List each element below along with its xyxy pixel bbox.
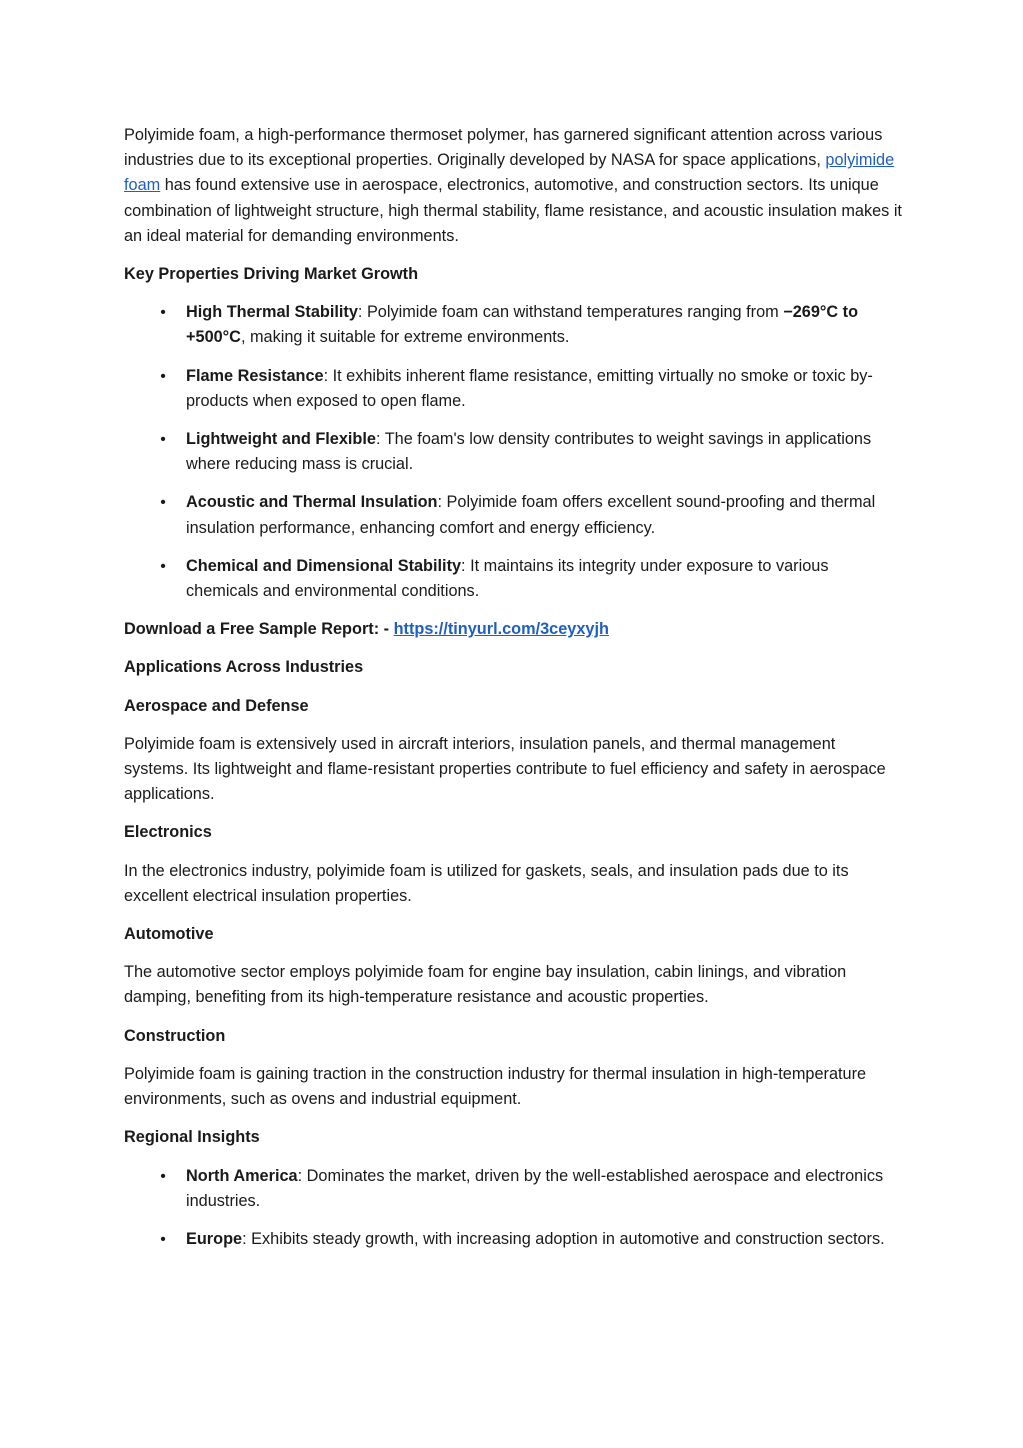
intro-paragraph — [124, 123, 903, 249]
section-title-aerospace: Aerospace and Defense — [124, 696, 309, 715]
region-text: : Exhibits steady growth, with increasing adoption in automotive and construction sectors. — [242, 1229, 885, 1248]
polyimide-foam-link[interactable]: polyimide foam — [124, 151, 895, 195]
bullet-icon: • — [160, 367, 166, 385]
key-properties-heading: Key Properties Driving Market Growth — [124, 265, 419, 284]
section-title-automotive: Automotive — [124, 925, 214, 944]
regional-insights-heading: Regional Insights — [124, 1128, 260, 1147]
bullet-icon: • — [160, 304, 166, 322]
property-text: : It maintains its integrity under exposure to various chemicals and environmental conditions. — [186, 556, 829, 601]
property-text: : It exhibits inherent flame resistance, emitting virtually no smoke or toxic by-products when exposed to open flame. — [186, 366, 873, 410]
section-title-construction: Construction — [124, 1026, 226, 1045]
intro-text-start: Polyimide foam, a high-performance thermoset polymer, has garnered significant attention across various industries due to its exceptional properties. Originally developed by NASA for space applications, — [124, 126, 883, 170]
section-body-automotive: The automotive sector employs polyimide foam for engine bay insulation, cabin linings, and vibration damping, benefiting from its high-temperature resistance and acoustic properties. — [124, 963, 847, 1007]
list-item — [124, 364, 903, 414]
section-title-electronics: Electronics — [124, 823, 212, 842]
property-term: High Thermal Stability — [186, 303, 358, 322]
property-text: , making it suitable for extreme environments. — [240, 328, 570, 347]
key-properties-list — [124, 300, 903, 604]
regional-list — [124, 1164, 903, 1253]
section-body-aerospace: Polyimide foam is extensively used in aircraft interiors, insulation panels, and thermal management systems. Its lightweight and flame-resistant properties contribute to fuel efficiency and safety in aerospace applications. — [124, 734, 886, 804]
property-text: : The foam's low density contributes to weight savings in applications where reducing mass is crucial. — [186, 430, 872, 474]
bullet-icon: • — [160, 431, 166, 449]
section-body-construction: Polyimide foam is gaining traction in the construction industry for thermal insulation in high-temperature environments, such as ovens and industrial equipment. — [124, 1064, 867, 1109]
property-text: : Polyimide foam offers excellent sound-proofing and thermal insulation performance, enhancing comfort and energy efficiency. — [186, 493, 876, 537]
intro-text-end: has found extensive use in aerospace, electronics, automotive, and construction sectors. Its unique combination of lightweight structure, high thermal stability, flame resistance, and acoustic insulation makes it an ideal material for demanding environments. — [124, 176, 902, 245]
region-term: North America — [186, 1166, 298, 1185]
download-label: Download a Free Sample Report: - — [124, 620, 394, 639]
region-term: Europe — [186, 1229, 243, 1248]
download-sample-line — [124, 617, 903, 642]
list-item — [124, 1227, 903, 1252]
list-item — [124, 300, 903, 350]
bullet-icon: • — [160, 557, 166, 575]
property-text: : Polyimide foam can withstand temperatures ranging from — [357, 303, 784, 322]
property-term: Lightweight and Flexible — [186, 430, 376, 449]
property-term: Chemical and Dimensional Stability — [186, 556, 462, 575]
sample-report-link[interactable]: https://tinyurl.com/3ceyxyjh — [393, 620, 609, 639]
property-term: Flame Resistance — [186, 366, 324, 385]
list-item — [124, 427, 903, 477]
bullet-icon: • — [160, 1230, 166, 1248]
list-item — [124, 490, 903, 540]
temperature-range: −269°C to +500°C — [186, 303, 859, 347]
section-body-electronics: In the electronics industry, polyimide foam is utilized for gaskets, seals, and insulation pads due to its excellent electrical insulation properties. — [124, 861, 849, 905]
region-text: : Dominates the market, driven by the well-established aerospace and electronics industries. — [186, 1166, 884, 1210]
bullet-icon: • — [160, 494, 166, 512]
list-item — [124, 554, 903, 604]
property-term: Acoustic and Thermal Insulation — [186, 493, 438, 512]
applications-heading: Applications Across Industries — [124, 658, 364, 677]
bullet-icon: • — [160, 1167, 166, 1185]
list-item — [124, 1164, 903, 1214]
